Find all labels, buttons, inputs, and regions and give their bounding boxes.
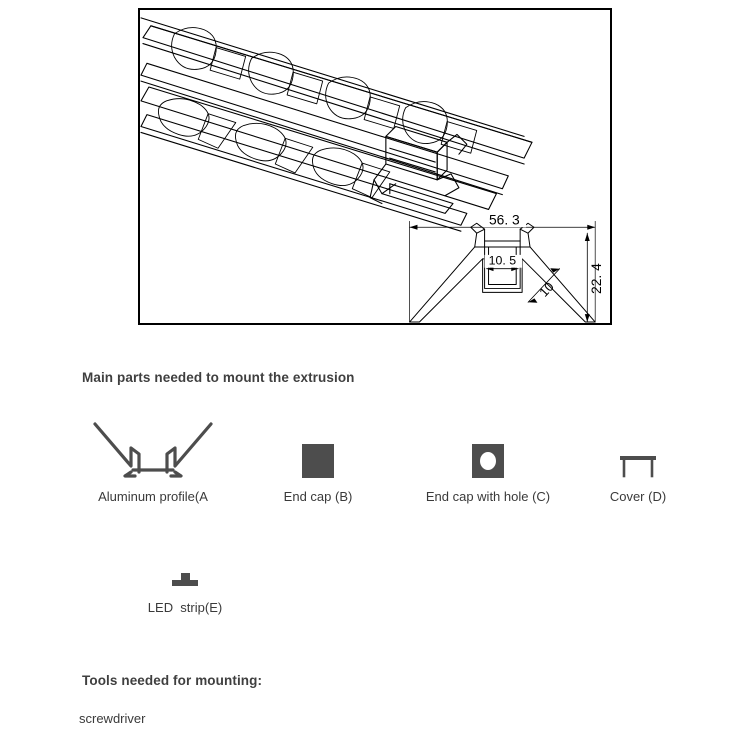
cover-icon	[616, 446, 660, 480]
part-figure	[398, 418, 578, 480]
parts-section-heading: Main parts needed to mount the extrusion	[82, 370, 355, 385]
part-item-cover	[578, 418, 698, 504]
end-cap-with-hole-icon	[470, 440, 506, 480]
led-strip-icon	[170, 571, 200, 591]
aluminum-profile-icon	[91, 420, 215, 480]
parts-gallery-row-2	[78, 565, 278, 620]
parts-gallery-row-1	[78, 418, 678, 528]
part-figure	[78, 418, 228, 480]
technical-drawing-svg	[140, 10, 610, 323]
tools-section-heading: Tools needed for mounting:	[82, 673, 263, 688]
end-cap-icon	[300, 440, 336, 480]
part-item-end-cap	[258, 418, 378, 504]
isometric-extrusion-view	[141, 18, 532, 231]
part-figure	[258, 418, 378, 480]
technical-drawing-frame	[138, 8, 612, 325]
part-label: End cap (B)	[283, 489, 353, 504]
part-item-aluminum-profile	[78, 418, 228, 504]
dimension-overall-width: 56. 3	[488, 211, 520, 228]
part-item-led-strip	[110, 565, 260, 615]
part-figure	[578, 418, 698, 480]
part-item-end-cap-with-hole	[398, 418, 578, 504]
part-label: End cap with hole (C)	[425, 489, 551, 504]
dimension-overall-height: 22. 4	[588, 263, 605, 294]
part-label: LED strip(E)	[147, 600, 223, 615]
part-label: Cover (D)	[609, 489, 667, 504]
dimension-channel-width: 10. 5	[488, 253, 517, 268]
cross-section-dimension-view	[410, 221, 596, 322]
tools-list-item: screwdriver	[79, 711, 146, 726]
part-label: Aluminum profile(A	[98, 489, 208, 504]
dimension-wing-depth: 10	[536, 278, 557, 300]
part-figure	[110, 565, 260, 591]
